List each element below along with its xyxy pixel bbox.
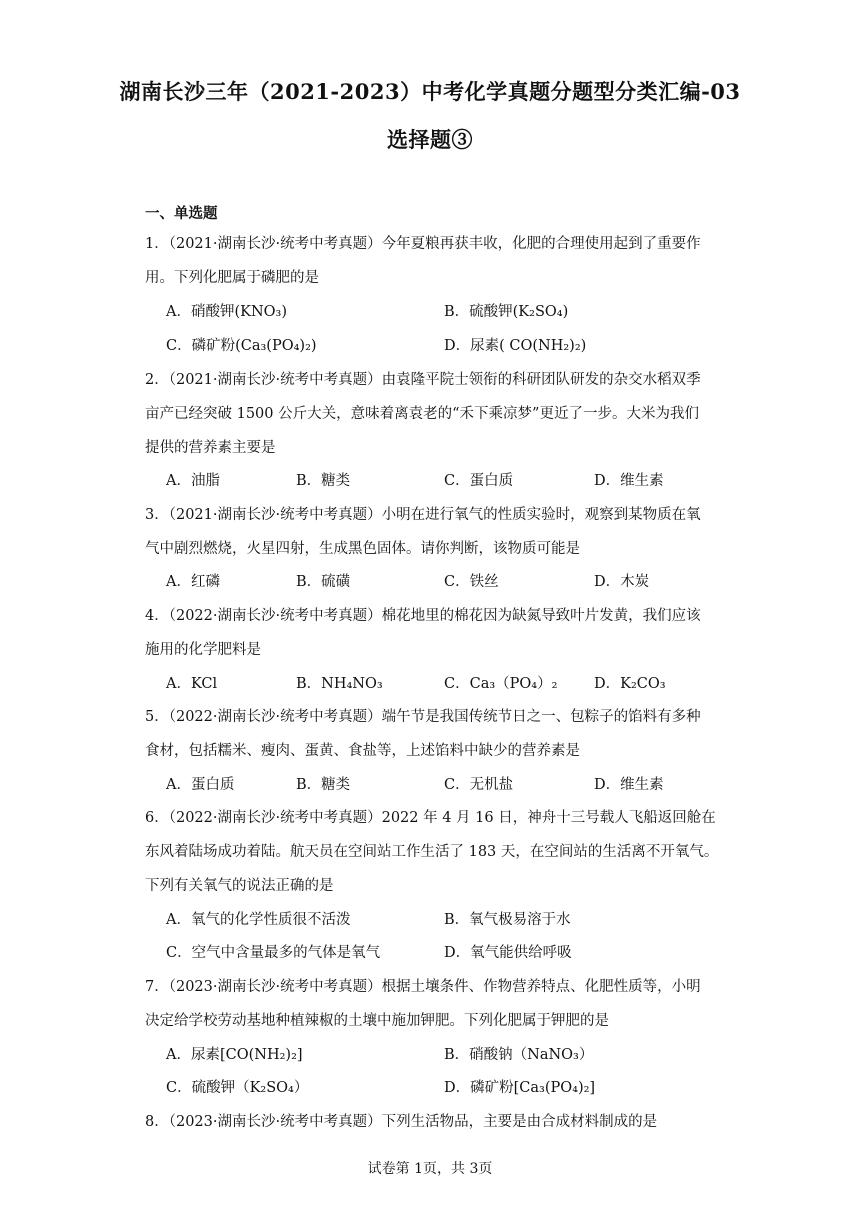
question-1-option-c: C．磷矿粉(Ca₃(PO₄)₂) [166, 338, 317, 354]
question-2-option-a: A．油脂 [166, 473, 220, 489]
question-8-line-1: 8．（2023·湖南长沙·统考中考真题）下列生活物品，主要是由合成材料制成的是 [145, 1114, 658, 1130]
question-5-option-a: A．蛋白质 [166, 777, 235, 793]
question-6-option-c: C．空气中含量最多的气体是氧气 [166, 945, 381, 961]
question-2-option-d: D．维生素 [594, 473, 664, 489]
question-6-option-a: A．氧气的化学性质很不活泼 [166, 912, 351, 928]
question-7-option-b: B．硝酸钠（NaNO₃） [444, 1047, 594, 1063]
question-5-line-1: 5．（2022·湖南长沙·统考中考真题）端午节是我国传统节日之一、包粽子的馅料有多种 [145, 709, 701, 725]
question-4-option-a: A．KCl [166, 676, 218, 692]
question-7-line-1: 7．（2023·湖南长沙·统考中考真题）根据土壤条件、作物营养特点、化肥性质等，小明 [145, 979, 701, 995]
document-title: 湖南长沙三年（2021-2023）中考化学真题分题型分类汇编-03 [119, 79, 741, 104]
question-3-option-b: B．硫磺 [296, 574, 351, 590]
question-1-option-d: D．尿素( CO(NH₂)₂) [444, 338, 587, 354]
question-2-option-c: C．蛋白质 [444, 473, 514, 489]
question-2-line-3: 提供的营养素主要是 [145, 440, 276, 456]
question-6-line-3: 下列有关氧气的说法正确的是 [145, 878, 334, 894]
question-3-line-2: 气中剧烈燃烧，火星四射，生成黑色固体。请你判断，该物质可能是 [145, 541, 580, 557]
question-3-option-a: A．红磷 [166, 574, 220, 590]
question-5-option-c: C．无机盐 [444, 777, 514, 793]
page-footer: 试卷第 1页，共 3页 [367, 1161, 493, 1177]
question-4-line-1: 4．（2022·湖南长沙·统考中考真题）棉花地里的棉花因为缺氮导致叶片发黄，我们应该 [145, 608, 701, 624]
question-7-line-2: 决定给学校劳动基地种植辣椒的土壤中施加钾肥。下列化肥属于钾肥的是 [145, 1013, 609, 1029]
question-4-option-b: B．NH₄NO₃ [296, 676, 383, 692]
question-6-line-1: 6．（2022·湖南长沙·统考中考真题）2022 年 4 月 16 日，神舟十三号载人飞船返回舱在 [145, 810, 716, 826]
question-4-option-c: C．Ca₃（PO₄）₂ [444, 676, 558, 692]
question-6-line-2: 东风着陆场成功着陆。航天员在空间站工作生活了 183 天，在空间站的生活离不开氧气。 [145, 844, 719, 860]
question-5-option-b: B．糖类 [296, 777, 351, 793]
question-4-line-2: 施用的化学肥料是 [145, 642, 261, 658]
question-1-line-2: 用。下列化肥属于磷肥的是 [145, 270, 319, 286]
question-4-option-d: D．K₂CO₃ [594, 676, 666, 692]
document-subtitle: 选择题③ [387, 127, 473, 152]
question-2-option-b: B．糖类 [296, 473, 351, 489]
question-1-option-b: B．硫酸钾(K₂SO₄) [444, 304, 569, 320]
section-heading: 一、单选题 [145, 205, 218, 222]
question-3-option-c: C．铁丝 [444, 574, 499, 590]
question-5-option-d: D．维生素 [594, 777, 664, 793]
question-6-option-b: B．氧气极易溶于水 [444, 912, 571, 928]
question-7-option-c: C．硫酸钾（K₂SO₄） [166, 1080, 309, 1096]
question-3-line-1: 3．（2021·湖南长沙·统考中考真题）小明在进行氧气的性质实验时，观察到某物质在氧 [145, 507, 701, 523]
question-2-line-1: 2．（2021·湖南长沙·统考中考真题）由袁隆平院士领衔的科研团队研发的杂交水稻双季 [145, 372, 701, 388]
question-1-line-1: 1．（2021·湖南长沙·统考中考真题）今年夏粮再获丰收，化肥的合理使用起到了重要作 [145, 236, 701, 252]
question-3-option-d: D．木炭 [594, 574, 650, 590]
question-7-option-a: A．尿素[CO(NH₂)₂] [166, 1047, 303, 1063]
question-5-line-2: 食材，包括糯米、瘦肉、蛋黄、食盐等，上述馅料中缺少的营养素是 [145, 743, 580, 759]
question-7-option-d: D．磷矿粉[Ca₃(PO₄)₂] [444, 1080, 596, 1096]
question-1-option-a: A．硝酸钾(KNO₃) [166, 304, 288, 320]
question-2-line-2: 亩产已经突破 1500 公斤大关，意味着离袁老的“禾下乘凉梦”更近了一步。大米为我们 [145, 406, 699, 422]
question-6-option-d: D．氧气能供给呼吸 [444, 945, 572, 961]
